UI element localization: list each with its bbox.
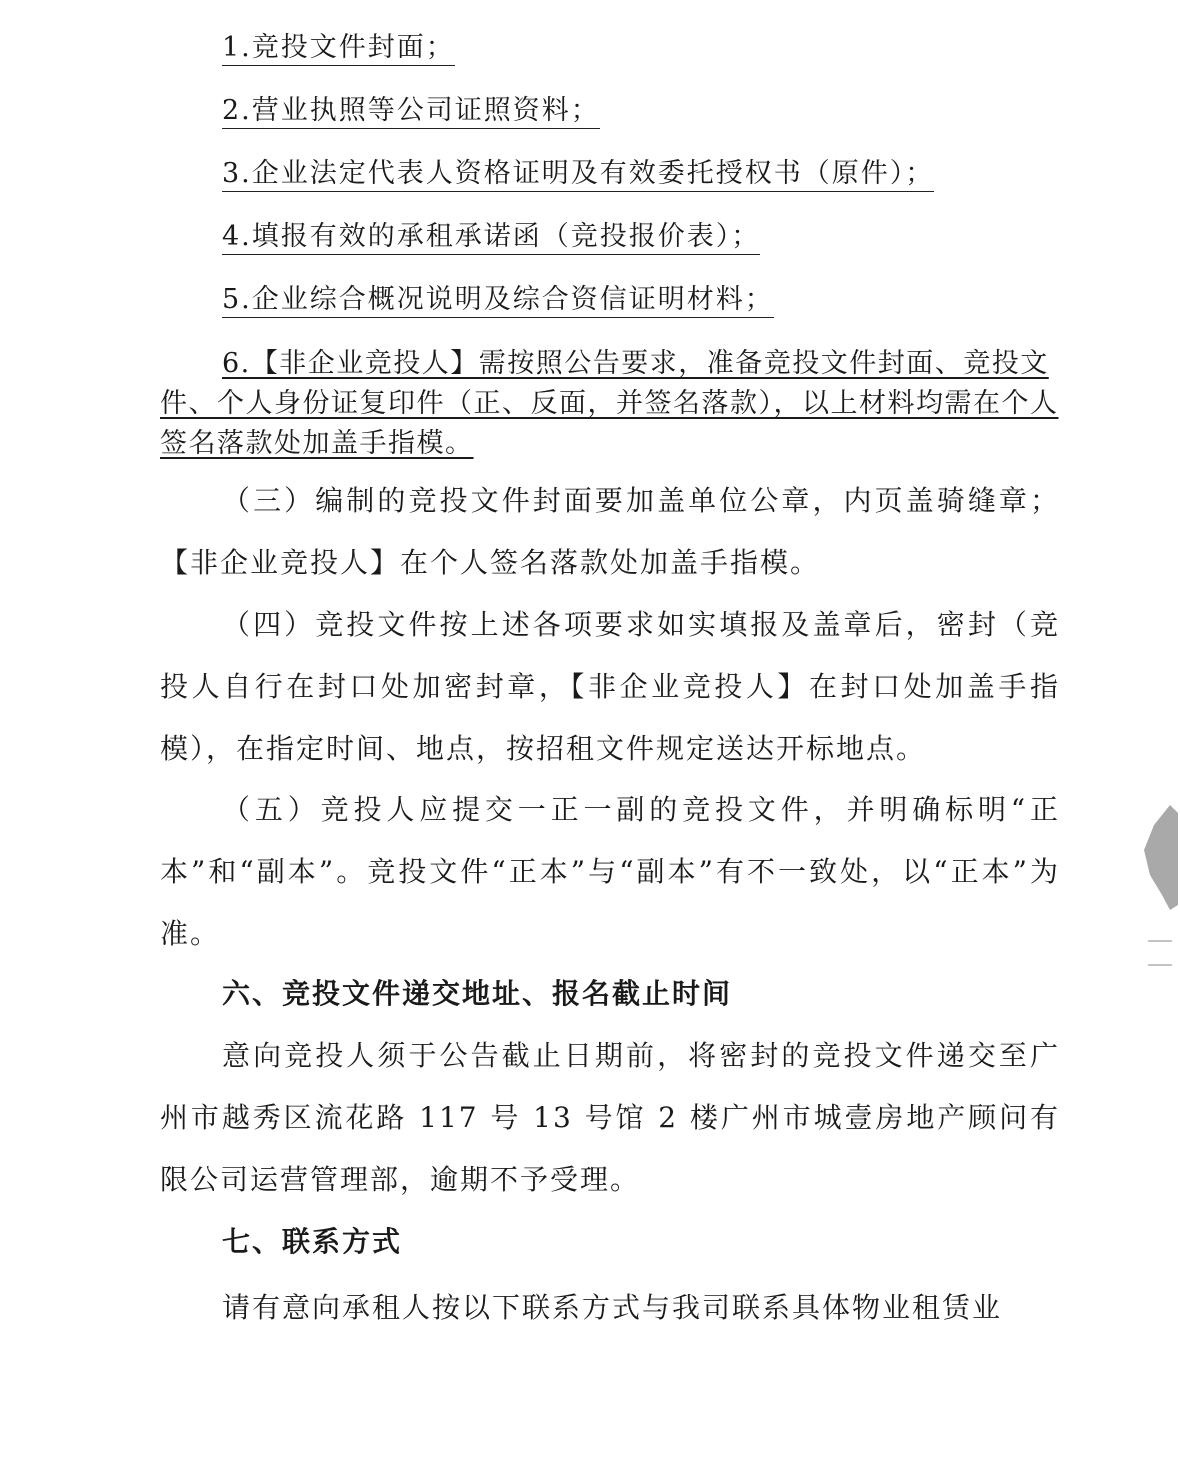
list-item-non-enterprise — [160, 344, 1070, 464]
list-item-commitment-letter — [222, 219, 760, 255]
scan-artifact-mark — [1148, 940, 1172, 966]
scan-artifact-glyph — [1147, 732, 1173, 792]
list-item-cover — [222, 30, 455, 66]
list-item-legal-representative-text: 3.企业法定代表人资格证明及有效委托授权书（原件）； — [222, 158, 934, 192]
paragraph-submission-address: 意向竞投人须于公告截止日期前，将密封的竞投文件递交至广州市越秀区流花路 117 号 13 号馆 2 楼广州市城壹房地产顾问有限公司运营管理部，逾期不予受理。 — [160, 1039, 1060, 1196]
list-item-company-overview — [222, 282, 774, 318]
paragraph-original-copy: （五）竞投人应提交一正一副的竞投文件，并明确标明“正本”和“副本”。竞投文件“正本”与“副本”有不一致处，以“正本”为准。 — [160, 793, 1060, 950]
list-item-business-license-text: 2.营业执照等公司证照资料； — [222, 95, 600, 129]
list-item-non-enterprise-text: 6.【非企业竞投人】需按照公告要求，准备竞投文件封面、竞投文件、个人身份证复印件（正、反面，并签名落款），以上材料均需在个人签名落款处加盖手指模。 — [160, 348, 1059, 459]
list-item-company-overview-text: 5.企业综合概况说明及综合资信证明材料； — [222, 284, 774, 318]
list-item-commitment-letter-text: 4.填报有效的承租承诺函（竞投报价表）； — [222, 221, 760, 255]
list-item-legal-representative — [222, 156, 934, 192]
list-item-business-license — [222, 93, 600, 129]
paragraph-contact: 请有意向承租人按以下联系方式与我司联系具体物业租赁业 — [222, 1291, 1003, 1324]
list-item-cover-text: 1.竞投文件封面； — [222, 32, 455, 66]
section-heading-submission: 六、竞投文件递交地址、报名截止时间 — [222, 977, 733, 1010]
paragraph-seal-requirements: （三）编制的竞投文件封面要加盖单位公章，内页盖骑缝章；【非企业竞投人】在个人签名落款处加盖手指模。 — [160, 484, 1060, 579]
section-heading-contact: 七、联系方式 — [222, 1225, 403, 1258]
paragraph-sealing-delivery: （四）竞投文件按上述各项要求如实填报及盖章后，密封（竞投人自行在封口处加密封章，【非企业竞投人】在封口处加盖手指模），在指定时间、地点，按招租文件规定送达开标地点。 — [160, 608, 1060, 765]
scan-artifact-shape — [1140, 805, 1180, 910]
